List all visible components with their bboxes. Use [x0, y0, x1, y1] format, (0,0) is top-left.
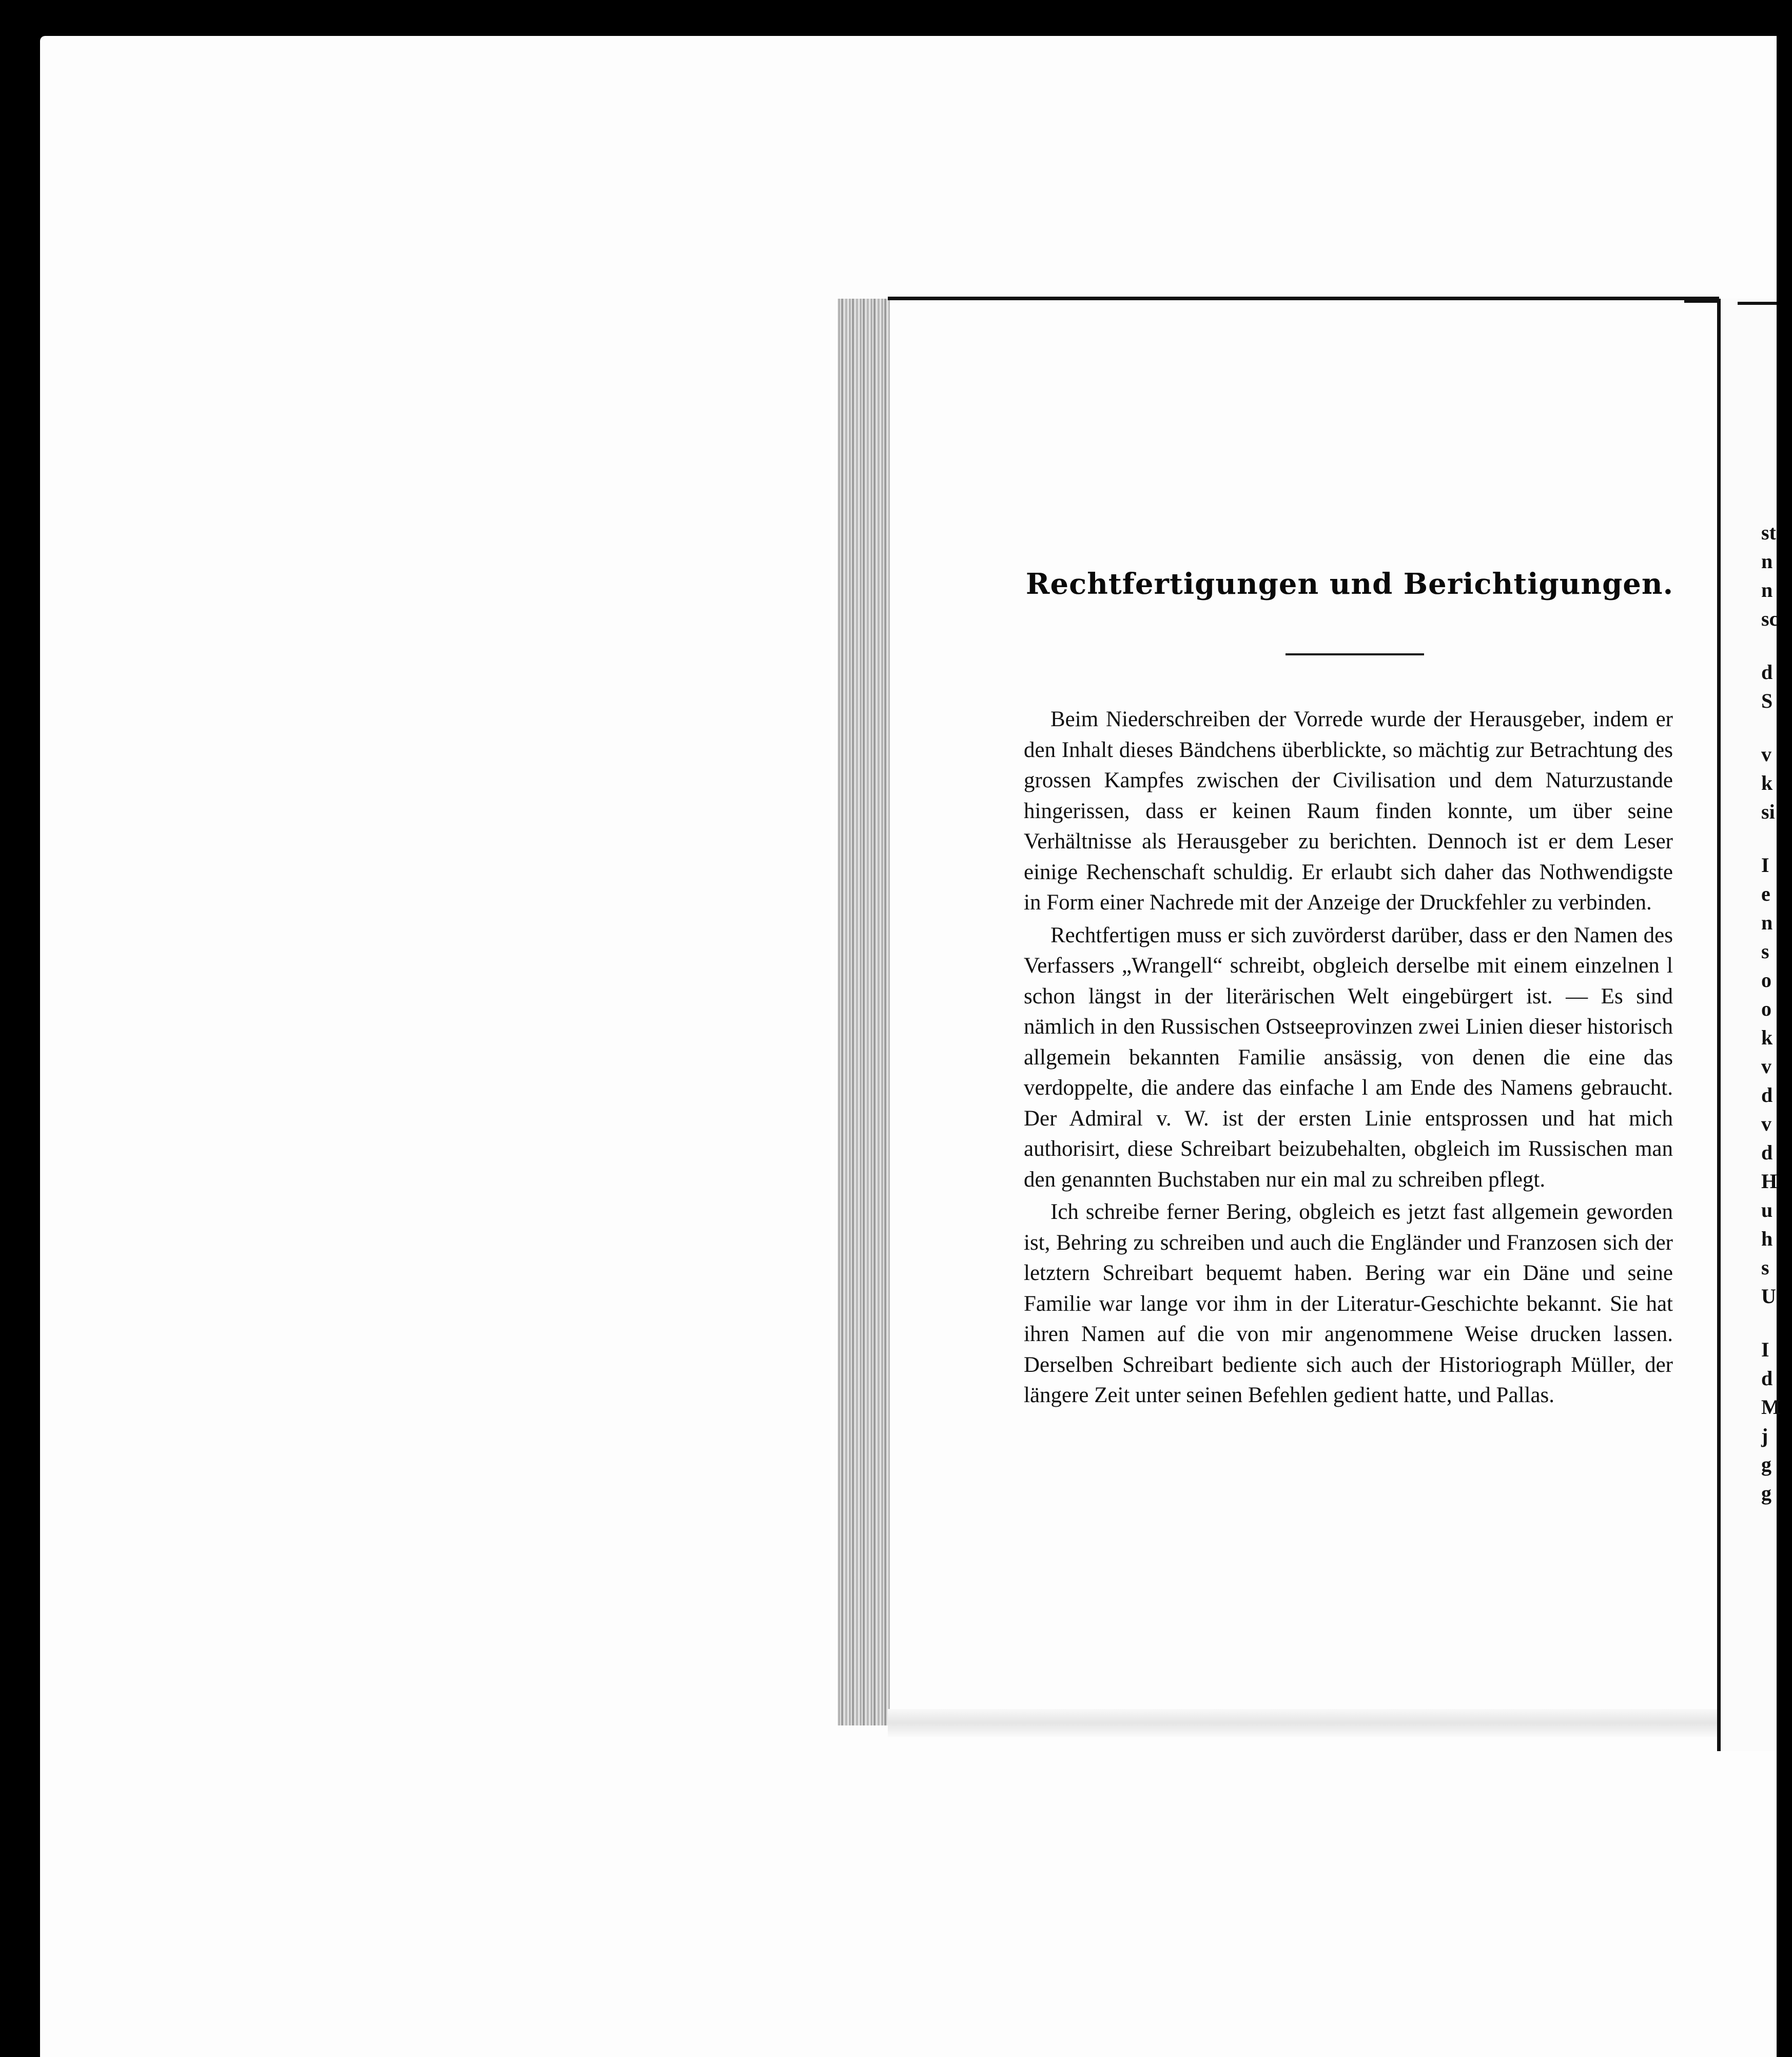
page-title: Rechtfertigungen und Berichtigungen. — [1025, 567, 1674, 601]
fragment: si — [1761, 800, 1775, 823]
fragment: d — [1761, 1083, 1773, 1107]
book-spine-line — [1717, 299, 1721, 1751]
spine-top-mark — [1684, 299, 1720, 303]
fragment: M — [1761, 1395, 1781, 1419]
fragment: d — [1761, 1141, 1773, 1164]
fragment: h — [1761, 1227, 1773, 1250]
fragment: k — [1761, 771, 1773, 794]
fragment: g — [1761, 1453, 1771, 1476]
fragment: H — [1761, 1170, 1778, 1193]
fragment: S — [1761, 689, 1773, 712]
fragment: I — [1761, 853, 1769, 877]
page-bottom-shadow — [888, 1709, 1719, 1737]
fragment: e — [1761, 882, 1770, 905]
fragment: sc — [1761, 607, 1779, 630]
fragment: v — [1761, 1112, 1771, 1135]
facing-page-text-fragments — [1761, 518, 1792, 1508]
fragment: n — [1761, 550, 1773, 573]
fragment: k — [1761, 1026, 1773, 1049]
body-text — [1024, 704, 1673, 1411]
paragraph: Rechtfertigen muss er sich zuvörderst darüber, dass er den Namen des Verfassers „Wrangell“ schreibt, obgleich derselbe mit einem einzelnen l schon längst in der literärischen Welt eingebürgert ist. — Es sind nämlich in den Russischen Ostseeprovinzen zwei Linien dieser historisch allgemein bekannten Familie ansässig, von denen die eine das verdoppelte, die andere das einfache l am Ende des Namens gebraucht. Der Admiral v. W. ist der ersten Linie entsprossen und hat mich authorisirt, diese Schreibart beizubehalten, obgleich im Russischen man den genannten Buchstaben nur ein mal zu schreiben pflegt. — [1024, 923, 1673, 1192]
fragment: s — [1761, 1256, 1769, 1279]
fragment: u — [1761, 1198, 1773, 1221]
fragment: d — [1761, 661, 1773, 684]
book-page-edges — [837, 299, 890, 1725]
fragment: o — [1761, 968, 1771, 992]
fragment: o — [1761, 997, 1771, 1020]
paragraph: Beim Niederschreiben der Vorrede wurde der Herausgeber, indem er den Inhalt dieses Bändchens überblickte, so mächtig zur Betrachtung des grossen Kampfes zwischen der Civilisation und dem Naturzustande hingerissen, dass er keinen Raum finden konnte, um über seine Verhältnisse als Herausgeber zu berichten. Dennoch ist er dem Leser einige Rechenschaft schuldig. Er erlaubt sich daher das Nothwendigste in Form einer Nachrede mit der Anzeige der Druckfehler zu verbinden. — [1024, 707, 1673, 915]
fragment: st — [1761, 521, 1776, 544]
fragment: j — [1761, 1424, 1768, 1447]
fragment: I — [1761, 1338, 1769, 1361]
facing-page-rule — [1738, 302, 1777, 305]
title-divider — [1285, 653, 1424, 655]
fragment: d — [1761, 1367, 1773, 1390]
fragment: U — [1761, 1285, 1776, 1308]
fragment: n — [1761, 911, 1773, 934]
fragment: s — [1761, 940, 1769, 963]
fragment: v — [1761, 743, 1771, 766]
page-top-rule — [888, 297, 1719, 300]
fragment: v — [1761, 1055, 1771, 1078]
fragment: g — [1761, 1482, 1771, 1505]
paragraph: Ich schreibe ferner Bering, obgleich es jetzt fast allgemein geworden ist, Behring zu schreiben und auch die Engländer und Franzosen sich der letztern Schreibart bequemt haben. Bering war ein Däne und seine Familie war lange vor ihm in der Literatur-Geschichte bekannt. Sie hat ihren Namen auf die von mir angenommene Weise drucken lassen. Derselben Schreibart bediente sich auch der Historiograph Müller, der längere Zeit unter seinen Befehlen gedient hatte, und Pallas. — [1024, 1200, 1673, 1407]
fragment: n — [1761, 578, 1773, 601]
